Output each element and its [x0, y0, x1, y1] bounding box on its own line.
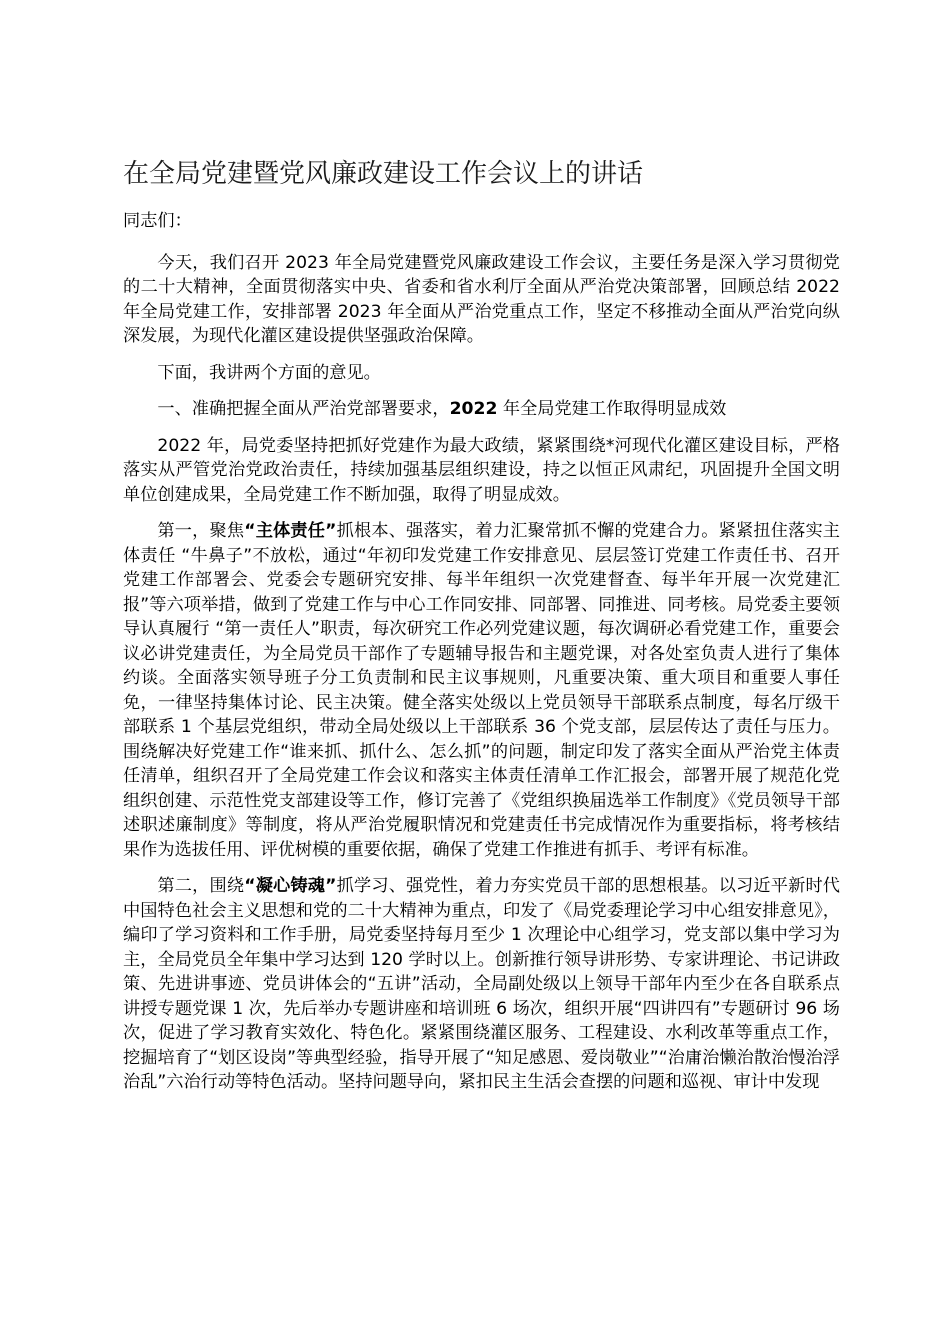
salutation: 同志们：: [123, 211, 192, 231]
document-title: 在全局党建暨党风廉政建设工作会议上的讲话: [123, 159, 644, 189]
transition-paragraph: 下面，我讲两个方面的意见。: [157, 362, 381, 383]
point-1-lead: 第一，聚焦: [157, 521, 245, 541]
section-1-heading-prefix: 一、准确把握全面从严治党部署要求，: [157, 399, 450, 419]
point-1-paragraph: [123, 519, 840, 862]
section-1-heading-year: 2022: [449, 399, 498, 419]
point-1-body: 抓根本、强落实，着力汇聚常抓不懈的党建合力。紧紧扭住落实主体责任 “牛鼻子”不放松，通过“年初印发党建工作安排意见、层层签订党建工作责任书、召开党建工作部署会、党委会专题研究安排、每半年组织一次党建督查、每半年开展一次党建汇报”等六项举措，做到了党建工作与中心工作同安排、同部署、同推进、同考核。局党委主要领导认真履行 “第一责任人”职责，每次研究工作必列党建议题，每次调研必看党建工作，重要会议必讲党建责任，为全局党员干部作了专题辅导报告和主题党课，对各处室负责人进行了集体约谈。全面落实领导班子分工负责制和民主议事规则，凡重要决策、重大项目和重要人事任免，一律坚持集体讨论、民主决策。健全落实处级以上党员领导干部联系点制度，每名厅级干部联系 1 个基层党组织，带动全局处级以上干部联系 36 个党支部，层层传达了责任与压力。围绕解决好党建工作“谁来抓、抓什么、怎么抓”的问题，制定印发了落实全面从严治党主体责任清单，组织召开了全局党建工作会议和落实主体责任清单工作汇报会，部署开展了规范化党组织创建、示范性党支部建设等工作，修订完善了《党组织换届选举工作制度》《党员领导干部述职述廉制度》等制度，将从严治党履职情况和党建责任书完成情况作为重要指标，将考核结果作为选拔任用、评优树模的重要依据，确保了党建工作推进有抓手、考评有标准。: [123, 521, 840, 860]
section-1-summary: 2022 年，局党委坚持把抓好党建作为最大政绩，紧紧围绕*河现代化灌区建设目标，严格落实从严管党治党政治责任，持续加强基层组织建设，持之以恒正风肃纪，巩固提升全国文明单位创建成果，全局党建工作不断加强，取得了明显成效。: [123, 435, 840, 505]
point-2-paragraph: [123, 874, 840, 1095]
intro-paragraph: 今天，我们召开 2023 年全局党建暨党风廉政建设工作会议，主要任务是深入学习贯彻党的二十大精神，全面贯彻落实中央、省委和省水利厅全面从严治党决策部署，回顾总结 2022 年全局党建工作，安排部署 2023 年全面从严治党重点工作，坚定不移推动全面从严治党向纵深发展，为现代化灌区建设提供坚强政治保障。: [123, 252, 840, 346]
point-2-body: 抓学习、强党性，着力夯实党员干部的思想根基。以习近平新时代中国特色社会主义思想和党的二十大精神为重点，印发了《局党委理论学习中心组安排意见》，编印了学习资料和工作手册，局党委坚持每月至少 1 次理论中心组学习，党支部以集中学习为主，全局党员全年集中学习达到 120 学时以上。创新推行领导讲形势、专家讲理论、书记讲政策、先进讲事迹、党员讲体会的“五讲”活动，全局副处级以上领导干部年内至少在各自联系点讲授专题党课 1 次，先后举办专题讲座和培训班 6 场次，组织开展“四讲四有”专题研讨 96 场次，促进了学习教育实效化、特色化。紧紧围绕灌区服务、工程建设、水利改革等重点工作，挖掘培育了“划区设岗”等典型经验，指导开展了“知足感恩、爱岗敬业”“治庸治懒治散治慢治浮治乱”六治行动等特色活动。坚持问题导向，紧扣民主生活会查摆的问题和巡视、审计中发现: [123, 876, 840, 1092]
section-1-heading: [123, 397, 840, 422]
document-page: [123, 150, 840, 1095]
point-2-lead: 第二，围绕: [157, 876, 245, 896]
point-2-keyword: “凝心铸魂”: [244, 876, 337, 896]
point-1-keyword: “主体责任”: [244, 521, 337, 541]
section-1-heading-suffix: 年全局党建工作取得明显成效: [497, 399, 727, 419]
